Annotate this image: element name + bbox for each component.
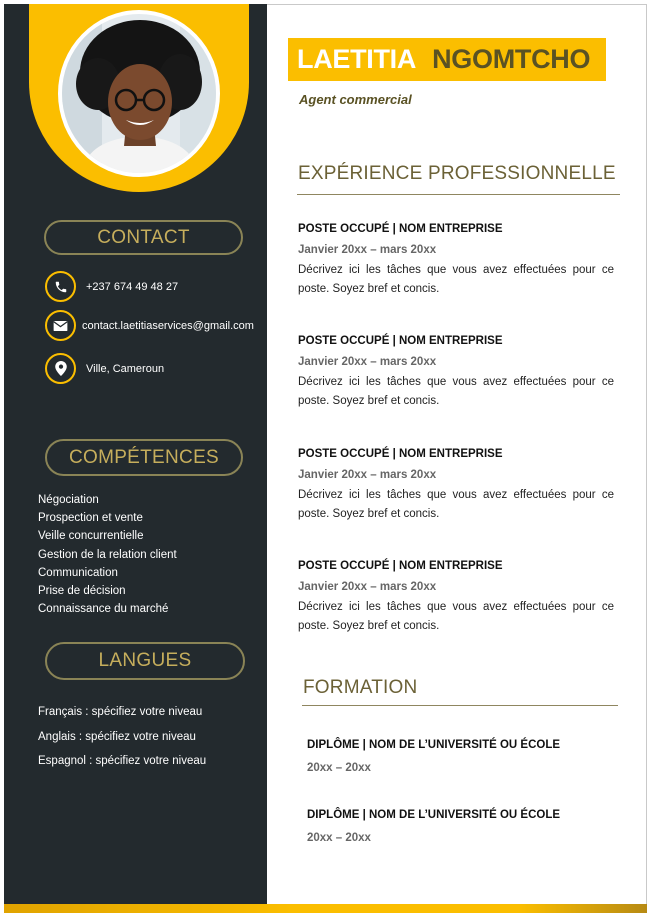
experience-dates: Janvier 20xx – mars 20xx [298, 356, 437, 368]
contact-section-title: CONTACT [44, 220, 243, 255]
education-heading: DIPLÔME | NOM DE L’UNIVERSITÉ OU ÉCOLE [307, 809, 561, 821]
location-icon [45, 353, 76, 384]
name-banner [288, 38, 606, 81]
profile-photo-frame [58, 10, 220, 177]
skill-item: Gestion de la relation client [38, 548, 177, 561]
contact-location [45, 353, 164, 384]
job-title: Agent commercial [299, 92, 412, 107]
education-section-title: FORMATION [303, 677, 418, 698]
experience-dates: Janvier 20xx – mars 20xx [298, 469, 437, 481]
experience-section-title: EXPÉRIENCE PROFESSIONNELLE [298, 163, 616, 184]
education-dates: 20xx – 20xx [307, 832, 371, 844]
footer-accent-bar [4, 904, 647, 913]
experience-description: Décrivez ici les tâches que vous avez effectuées pour ce poste. Soyez bref et concis. [298, 489, 614, 520]
experience-item [298, 335, 614, 411]
languages-list [38, 700, 206, 774]
first-name: LAETITIA [297, 44, 417, 74]
language-item: Anglais : spécifiez votre niveau [38, 730, 196, 743]
skills-list [38, 491, 177, 618]
email-address: contact.laetitiaservices@gmail.com [82, 319, 254, 332]
experience-divider [297, 194, 620, 195]
experience-heading: POSTE OCCUPÉ | NOM ENTREPRISE [298, 223, 503, 235]
experience-item [298, 448, 614, 524]
education-heading: DIPLÔME | NOM DE L’UNIVERSITÉ OU ÉCOLE [307, 739, 561, 751]
experience-description: Décrivez ici les tâches que vous avez effectuées pour ce poste. Soyez bref et concis. [298, 264, 614, 295]
skill-item: Prise de décision [38, 585, 126, 598]
language-item: Français : spécifiez votre niveau [38, 706, 203, 718]
experience-heading: POSTE OCCUPÉ | NOM ENTREPRISE [298, 335, 503, 347]
experience-description: Décrivez ici les tâches que vous avez effectuées pour ce poste. Soyez bref et concis. [298, 601, 614, 632]
skill-item: Communication [38, 566, 118, 579]
experience-dates: Janvier 20xx – mars 20xx [298, 244, 437, 256]
experience-item [298, 223, 614, 299]
experience-heading: POSTE OCCUPÉ | NOM ENTREPRISE [298, 560, 503, 572]
education-item [307, 739, 560, 774]
last-name: NGOMTCHO [432, 44, 591, 74]
experience-heading: POSTE OCCUPÉ | NOM ENTREPRISE [298, 448, 503, 460]
contact-email [45, 310, 254, 341]
experience-description: Décrivez ici les tâches que vous avez effectuées pour ce poste. Soyez bref et concis. [298, 376, 614, 407]
email-icon [45, 310, 76, 341]
phone-number: +237 674 49 48 27 [86, 280, 179, 293]
profile-photo [62, 14, 216, 173]
skills-section-title: COMPÉTENCES [45, 439, 243, 476]
languages-section-title: LANGUES [45, 642, 245, 680]
skill-item: Veille concurrentielle [38, 530, 144, 543]
skill-item: Prospection et vente [38, 512, 143, 525]
phone-icon [45, 271, 76, 302]
experience-dates: Janvier 20xx – mars 20xx [298, 581, 437, 593]
skill-item: Négociation [38, 494, 99, 506]
education-item [307, 809, 560, 844]
location-text: Ville, Cameroun [86, 362, 165, 375]
experience-item [298, 560, 614, 636]
skill-item: Connaissance du marché [38, 603, 169, 616]
language-item: Espagnol : spécifiez votre niveau [38, 755, 207, 767]
education-dates: 20xx – 20xx [307, 762, 371, 774]
contact-phone [45, 271, 178, 302]
education-divider [302, 705, 618, 706]
